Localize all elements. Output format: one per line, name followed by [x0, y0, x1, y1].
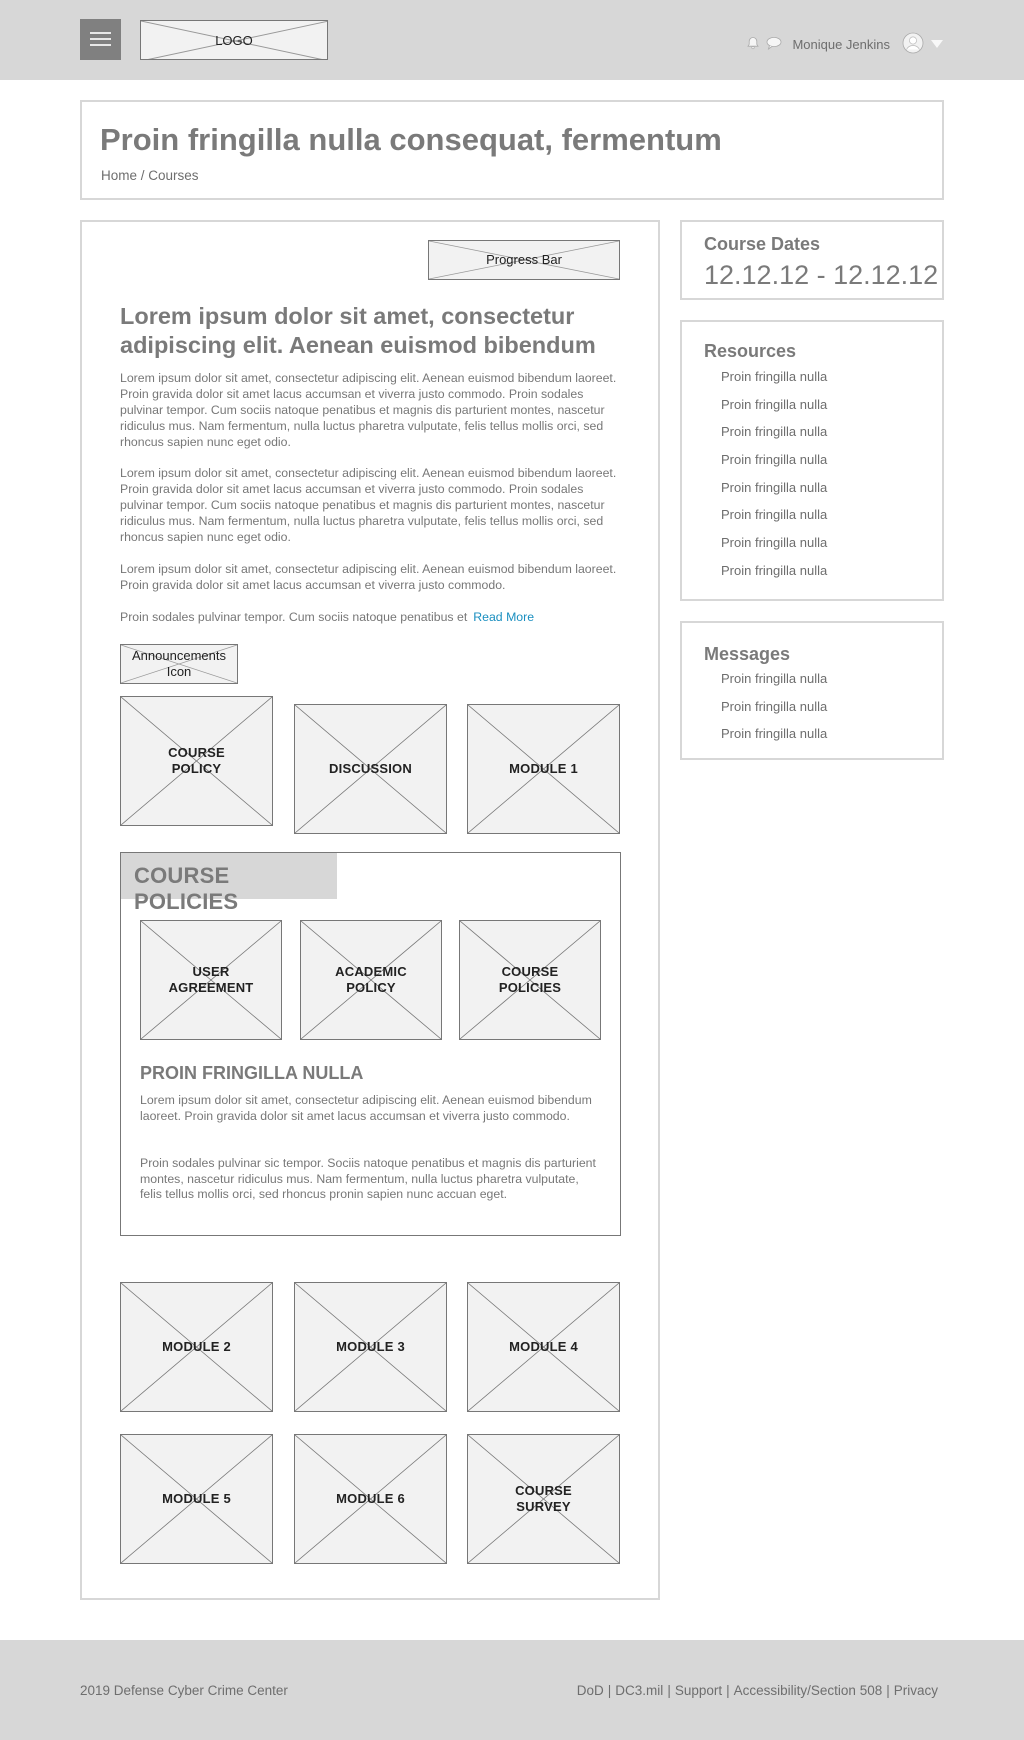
- course-teaser: [120, 609, 620, 625]
- tile-module-4[interactable]: [467, 1282, 620, 1412]
- tile-discussion[interactable]: [294, 704, 447, 834]
- policies-paragraph-1: Lorem ipsum dolor sit amet, consectetur adipiscing elit. Aenean euismod bibendum laoreet. Proin gravida dolor sit amet lacus accumsan et viverra justo commodo.: [140, 1093, 592, 1123]
- messages-card: [680, 621, 944, 760]
- tile-label: MODULE 4: [509, 1339, 578, 1354]
- footer-links: [577, 1683, 938, 1698]
- resource-link[interactable]: Proin fringilla nulla: [721, 535, 828, 551]
- tile-module-5[interactable]: [120, 1434, 273, 1564]
- course-paragraph-1: Lorem ipsum dolor sit amet, consectetur adipiscing elit. Aenean euismod bibendum laoreet. Proin gravida dolor sit amet lacus accumsan et viverra justo commodo. Proin sodales pulvinar tempor. Cum sociis natoque penatibus et magnis dis parturient montes, nascetur ridiculus mus. Nam fermentum, nulla luctus pharetra vulputate, felis tellus mollis orci, sed rhoncus sapien nunc eget odio.: [120, 371, 617, 449]
- course-policies-panel: [120, 852, 621, 1236]
- read-more-link[interactable]: Read More: [473, 610, 535, 624]
- resource-link[interactable]: Proin fringilla nulla: [721, 479, 828, 495]
- top-header: [0, 0, 1024, 80]
- message-link[interactable]: Proin fringilla nulla: [721, 726, 828, 742]
- footer-link-support[interactable]: Support: [674, 1683, 723, 1698]
- tile-label: COURSE POLICIES: [498, 964, 562, 995]
- resource-link[interactable]: Proin fringilla nulla: [721, 452, 828, 468]
- course-paragraph-3: Lorem ipsum dolor sit amet, consectetur adipiscing elit. Aenean euismod bibendum laoreet. Proin gravida dolor sit amet lacus accumsan et viverra justo commodo.: [120, 562, 617, 592]
- resources-list: [721, 368, 827, 590]
- page-title: Proin fringilla nulla consequat, fermentum: [100, 122, 722, 157]
- resource-link[interactable]: Proin fringilla nulla: [721, 396, 828, 412]
- progress-bar-label: Progress Bar: [486, 252, 562, 267]
- message-link[interactable]: Proin fringilla nulla: [721, 698, 828, 714]
- announcements-label: Announcements Icon: [132, 648, 226, 679]
- progress-bar-placeholder: [428, 240, 620, 280]
- tile-course-policies[interactable]: [459, 920, 601, 1040]
- tile-module-6[interactable]: [294, 1434, 447, 1564]
- tile-academic-policy[interactable]: [300, 920, 442, 1040]
- messages-title: Messages: [704, 644, 791, 664]
- logo-label: LOGO: [215, 32, 253, 48]
- separator: |: [667, 1683, 671, 1698]
- resource-link[interactable]: Proin fringilla nulla: [721, 424, 828, 440]
- policies-sub-heading: PROIN FRINGILLA NULLA: [140, 1063, 364, 1083]
- tile-label: MODULE 3: [336, 1339, 405, 1354]
- course-dates-card: [680, 220, 944, 300]
- teaser-text: Proin sodales pulvinar tempor. Cum sociis natoque penatibus et: [120, 610, 468, 624]
- tile-course-policy[interactable]: [120, 696, 273, 826]
- resource-link[interactable]: Proin fringilla nulla: [721, 369, 828, 384]
- footer-link-accessibility[interactable]: Accessibility/Section 508: [733, 1683, 883, 1698]
- course-heading: Lorem ipsum dolor sit amet, consectetur adipiscing elit. Aenean euismod bibendum: [120, 303, 596, 358]
- copyright: 2019 Defense Cyber Crime Center: [80, 1683, 288, 1698]
- logo[interactable]: [140, 20, 328, 60]
- tile-course-survey[interactable]: [467, 1434, 620, 1564]
- footer: [0, 1640, 1024, 1740]
- resource-link[interactable]: Proin fringilla nulla: [721, 562, 828, 578]
- tile-label: ACADEMIC POLICY: [335, 964, 407, 995]
- resource-link[interactable]: Proin fringilla nulla: [721, 507, 828, 523]
- separator: |: [607, 1683, 612, 1698]
- user-name[interactable]: Monique Jenkins: [792, 36, 890, 52]
- course-content: [80, 220, 660, 1600]
- tile-label: DISCUSSION: [329, 761, 412, 776]
- chat-icon[interactable]: [766, 36, 782, 53]
- tile-label: MODULE 2: [162, 1339, 231, 1354]
- course-dates-value: 12.12.12 - 12.12.12: [704, 260, 939, 290]
- page-title-card: [80, 100, 944, 200]
- messages-list: [721, 670, 827, 753]
- policies-paragraph-2: Proin sodales pulvinar sic tempor. Sociis natoque penatibus et magnis dis parturient montes, nascetur ridiculus mus. Nam fermentum, nulla luctus pharetra vulputate, felis tellus mollis orci, sed rhoncus pronin sapien nunc accuan eget.: [140, 1156, 596, 1201]
- avatar[interactable]: [902, 32, 924, 57]
- bell-icon[interactable]: [746, 36, 760, 53]
- separator: |: [726, 1683, 730, 1698]
- hamburger-menu-icon[interactable]: [80, 19, 121, 60]
- breadcrumb[interactable]: Home / Courses: [101, 168, 199, 183]
- resources-title: Resources: [704, 341, 797, 361]
- user-menu: [746, 32, 944, 56]
- caret-down-icon[interactable]: [930, 37, 944, 52]
- course-policies-tab[interactable]: [121, 853, 337, 914]
- footer-link-privacy[interactable]: Privacy: [893, 1683, 938, 1698]
- tile-label: MODULE 1: [509, 761, 578, 776]
- tile-label: MODULE 5: [162, 1491, 231, 1506]
- tile-user-agreement[interactable]: [140, 920, 282, 1040]
- tile-label: COURSE POLICY: [168, 745, 225, 776]
- tile-module-3[interactable]: [294, 1282, 447, 1412]
- resources-card: [680, 320, 944, 601]
- separator: |: [886, 1683, 890, 1698]
- course-policies-tab-label: COURSE POLICIES: [134, 863, 239, 914]
- tile-label: USER AGREEMENT: [168, 964, 254, 995]
- tile-module-2[interactable]: [120, 1282, 273, 1412]
- footer-link-dc3[interactable]: DC3.mil: [615, 1683, 664, 1698]
- tile-label: MODULE 6: [336, 1491, 405, 1506]
- course-paragraph-2: Lorem ipsum dolor sit amet, consectetur adipiscing elit. Aenean euismod bibendum laoreet. Proin gravida dolor sit amet lacus accumsan et viverra justo commodo. Proin sodales pulvinar tempor. Cum sociis natoque penatibus et magnis dis parturient montes, nascetur ridiculus mus. Nam fermentum, nulla luctus pharetra vulputate, felis tellus mollis orci, sed rhoncus sapien nunc eget odio.: [120, 466, 617, 544]
- course-dates-title: Course Dates: [704, 234, 821, 254]
- tile-label: COURSE SURVEY: [515, 1483, 572, 1514]
- message-link[interactable]: Proin fringilla nulla: [721, 671, 828, 686]
- tile-module-1[interactable]: [467, 704, 620, 834]
- footer-link-dod[interactable]: DoD: [576, 1683, 604, 1698]
- announcements-icon[interactable]: [120, 644, 238, 684]
